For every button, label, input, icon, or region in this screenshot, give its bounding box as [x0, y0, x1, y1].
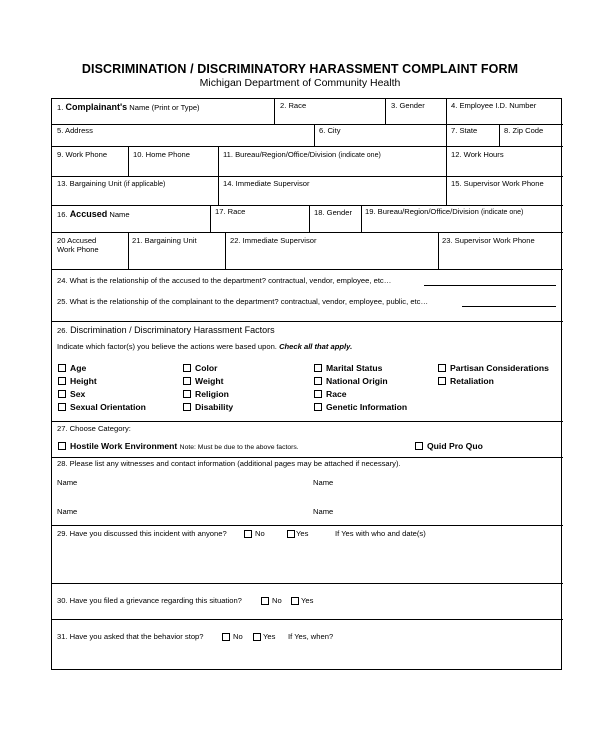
- checkbox-race[interactable]: [314, 390, 322, 398]
- checkbox-partisan-considerations[interactable]: [438, 364, 446, 372]
- witness-name-label-4: Name: [313, 507, 334, 516]
- checkbox-sexual-orientation[interactable]: [58, 403, 66, 411]
- zip-label: 8. Zip Code: [504, 126, 544, 135]
- option-race: Race: [326, 389, 347, 399]
- option-religion: Religion: [195, 389, 229, 399]
- checkbox-national-origin[interactable]: [314, 377, 322, 385]
- bargaining-unit-label: 13. Bargaining Unit (if applicable): [57, 179, 166, 188]
- checkbox-height[interactable]: [58, 377, 66, 385]
- checkbox-age[interactable]: [58, 364, 66, 372]
- checkbox-quid-pro-quo[interactable]: [415, 442, 423, 450]
- complainant-gender-label: 3. Gender: [391, 101, 425, 110]
- q31-no-label: No: [233, 632, 243, 641]
- checkbox-disability[interactable]: [183, 403, 191, 411]
- option-sexual-orientation: Sexual Orientation: [70, 402, 146, 412]
- option-height: Height: [70, 376, 97, 386]
- option-genetic-information: Genetic Information: [326, 402, 408, 412]
- checkbox-marital-status[interactable]: [314, 364, 322, 372]
- q31-yes-label: Yes: [263, 632, 276, 641]
- q29-followup: If Yes with who and date(s): [335, 529, 426, 538]
- q29-yes-label: Yes: [296, 529, 309, 538]
- complainant-name-label: 1. Complainant's Name (Print or Type): [57, 102, 200, 112]
- q30-text: 30. Have you filed a grievance regarding this situation?: [57, 596, 242, 605]
- option-marital-status: Marital Status: [326, 363, 383, 373]
- checkbox-q29-no[interactable]: [244, 530, 252, 538]
- option-disability: Disability: [195, 402, 234, 412]
- witness-name-label-3: Name: [57, 507, 78, 516]
- accused-name-label: 16. Accused Name: [57, 209, 130, 219]
- supervisor-phone-label: 15. Supervisor Work Phone: [451, 179, 544, 188]
- immediate-supervisor-label: 14. Immediate Supervisor: [223, 179, 310, 188]
- q24-text: 24. What is the relationship of the accused to the department? contractual, vendor, employee, etc…: [57, 276, 392, 285]
- checkbox-retaliation[interactable]: [438, 377, 446, 385]
- checkbox-q30-no[interactable]: [261, 597, 269, 605]
- q29-no-label: No: [255, 529, 265, 538]
- q30-no-label: No: [272, 596, 282, 605]
- checkbox-q31-yes[interactable]: [253, 633, 261, 641]
- checkbox-hostile-work-environment[interactable]: [58, 442, 66, 450]
- category-label: 27. Choose Category:: [57, 424, 131, 433]
- work-hours-label: 12. Work Hours: [451, 150, 504, 159]
- city-label: 6. City: [319, 126, 341, 135]
- option-sex: Sex: [70, 389, 86, 399]
- checkbox-sex[interactable]: [58, 390, 66, 398]
- option-age: Age: [70, 363, 87, 373]
- checkbox-q31-no[interactable]: [222, 633, 230, 641]
- witness-name-label-2: Name: [313, 478, 334, 487]
- option-quid-pro-quo: Quid Pro Quo: [427, 441, 483, 451]
- option-retaliation: Retaliation: [450, 376, 494, 386]
- complainant-race-label: 2. Race: [280, 101, 307, 110]
- form-subtitle: Michigan Department of Community Health: [199, 77, 401, 89]
- address-label: 5. Address: [57, 126, 93, 135]
- option-hostile-work-environment: Hostile Work Environment Note: Must be due to the above factors.: [70, 441, 299, 451]
- accused-bargaining-unit-label: 21. Bargaining Unit: [132, 236, 197, 245]
- witnesses-label: 28. Please list any witnesses and contact information (additional pages may be attached if necessary).: [57, 459, 401, 468]
- accused-work-phone-label: 20 Accused Work Phone: [57, 236, 99, 254]
- accused-bureau-label: 19. Bureau/Region/Office/Division (indicate one): [365, 207, 524, 216]
- factors-heading: 26. Discrimination / Discriminatory Harassment Factors: [57, 325, 275, 335]
- checkbox-q29-yes[interactable]: [287, 530, 295, 538]
- accused-gender-label: 18. Gender: [314, 208, 352, 217]
- option-weight: Weight: [195, 376, 224, 386]
- q29-text: 29. Have you discussed this incident with anyone?: [57, 529, 227, 538]
- form-title: DISCRIMINATION / DISCRIMINATORY HARASSMENT COMPLAINT FORM: [81, 62, 519, 76]
- work-phone-label: 9. Work Phone: [57, 150, 108, 159]
- option-national-origin: National Origin: [326, 376, 388, 386]
- accused-supervisor-label: 22. Immediate Supervisor: [230, 236, 317, 245]
- checkbox-q30-yes[interactable]: [291, 597, 299, 605]
- q24-answer-line[interactable]: [424, 285, 556, 286]
- q25-answer-line[interactable]: [462, 306, 556, 307]
- state-label: 7. State: [451, 126, 478, 135]
- q31-text: 31. Have you asked that the behavior stop?: [57, 632, 204, 641]
- checkbox-color[interactable]: [183, 364, 191, 372]
- q25-text: 25. What is the relationship of the complainant to the department? contractual, vendor, employee, public, etc…: [57, 297, 429, 306]
- checkbox-weight[interactable]: [183, 377, 191, 385]
- factors-instruction: Indicate which factor(s) you believe the actions were based upon. Check all that apply.: [57, 342, 353, 351]
- complainant-bureau-label: 11. Bureau/Region/Office/Division (indicate one): [223, 150, 381, 159]
- home-phone-label: 10. Home Phone: [133, 150, 190, 159]
- q31-followup: If Yes, when?: [288, 632, 334, 641]
- accused-race-label: 17. Race: [215, 207, 246, 216]
- option-partisan-considerations: Partisan Considerations: [450, 363, 549, 373]
- accused-supervisor-phone-label: 23. Supervisor Work Phone: [442, 236, 535, 245]
- option-color: Color: [195, 363, 218, 373]
- witness-name-label-1: Name: [57, 478, 78, 487]
- employee-id-label: 4. Employee I.D. Number: [451, 101, 537, 110]
- checkbox-genetic-information[interactable]: [314, 403, 322, 411]
- q30-yes-label: Yes: [301, 596, 314, 605]
- form-grid: [51, 98, 562, 670]
- checkbox-religion[interactable]: [183, 390, 191, 398]
